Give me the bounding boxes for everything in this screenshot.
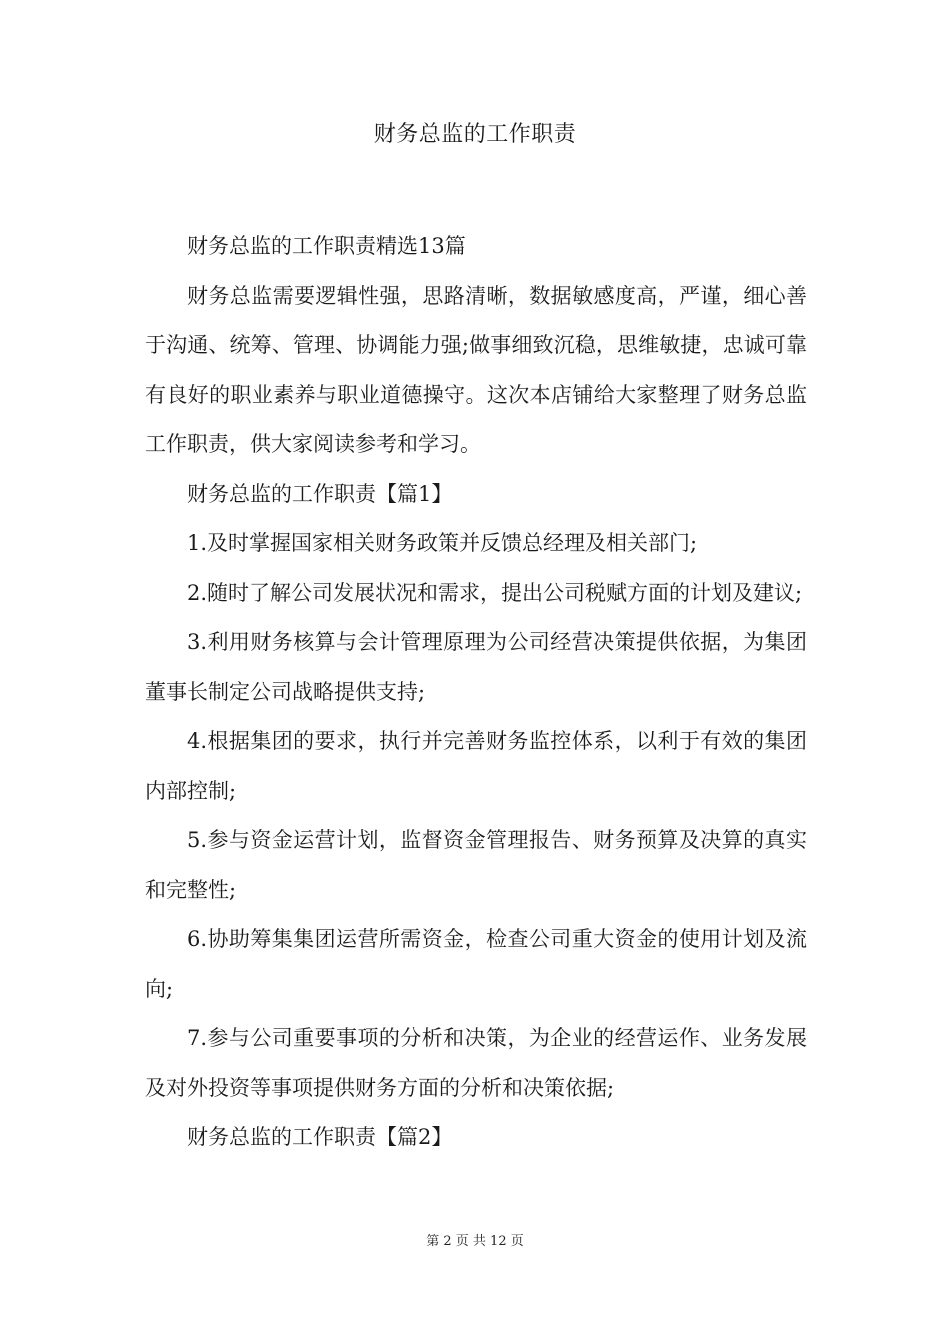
list-item: 3.利用财务核算与会计管理原理为公司经营决策提供依据，为集团董事长制定公司战略提供支持; <box>145 630 807 704</box>
list-item: 4.根据集团的要求，执行并完善财务监控体系，以利于有效的集团内部控制; <box>145 729 807 803</box>
list-item: 7.参与公司重要事项的分析和决策，为企业的经营运作、业务发展及对外投资等事项提供财务方面的分析和决策依据; <box>145 1026 807 1100</box>
document-title: 财务总监的工作职责 <box>373 122 577 147</box>
section-heading-2: 财务总监的工作职责【篇2】 <box>187 1125 453 1149</box>
list-item: 5.参与资金运营计划，监督资金管理报告、财务预算及决算的真实和完整性; <box>145 828 807 902</box>
document-body <box>145 222 807 1163</box>
page-footer: 第 2 页 共 12 页 <box>426 1234 524 1249</box>
list-item: 6.协助筹集集团运营所需资金，检查公司重大资金的使用计划及流向; <box>145 927 807 1001</box>
paragraph-intro: 财务总监需要逻辑性强，思路清晰，数据敏感度高，严谨，细心善于沟通、统筹、管理、协调能力强;做事细致沉稳，思维敏捷，忠诚可靠有良好的职业素养与职业道德操守。这次本店铺给大家整理了财务总监工作职责，供大家阅读参考和学习。 <box>145 283 807 456</box>
list-item: 1.及时掌握国家相关财务政策并反馈总经理及相关部门; <box>187 531 698 555</box>
list-item: 2.随时了解公司发展状况和需求，提出公司税赋方面的计划及建议; <box>187 580 803 605</box>
paragraph-intro-heading: 财务总监的工作职责精选13篇 <box>187 234 466 258</box>
section-heading-1: 财务总监的工作职责【篇1】 <box>187 481 453 506</box>
